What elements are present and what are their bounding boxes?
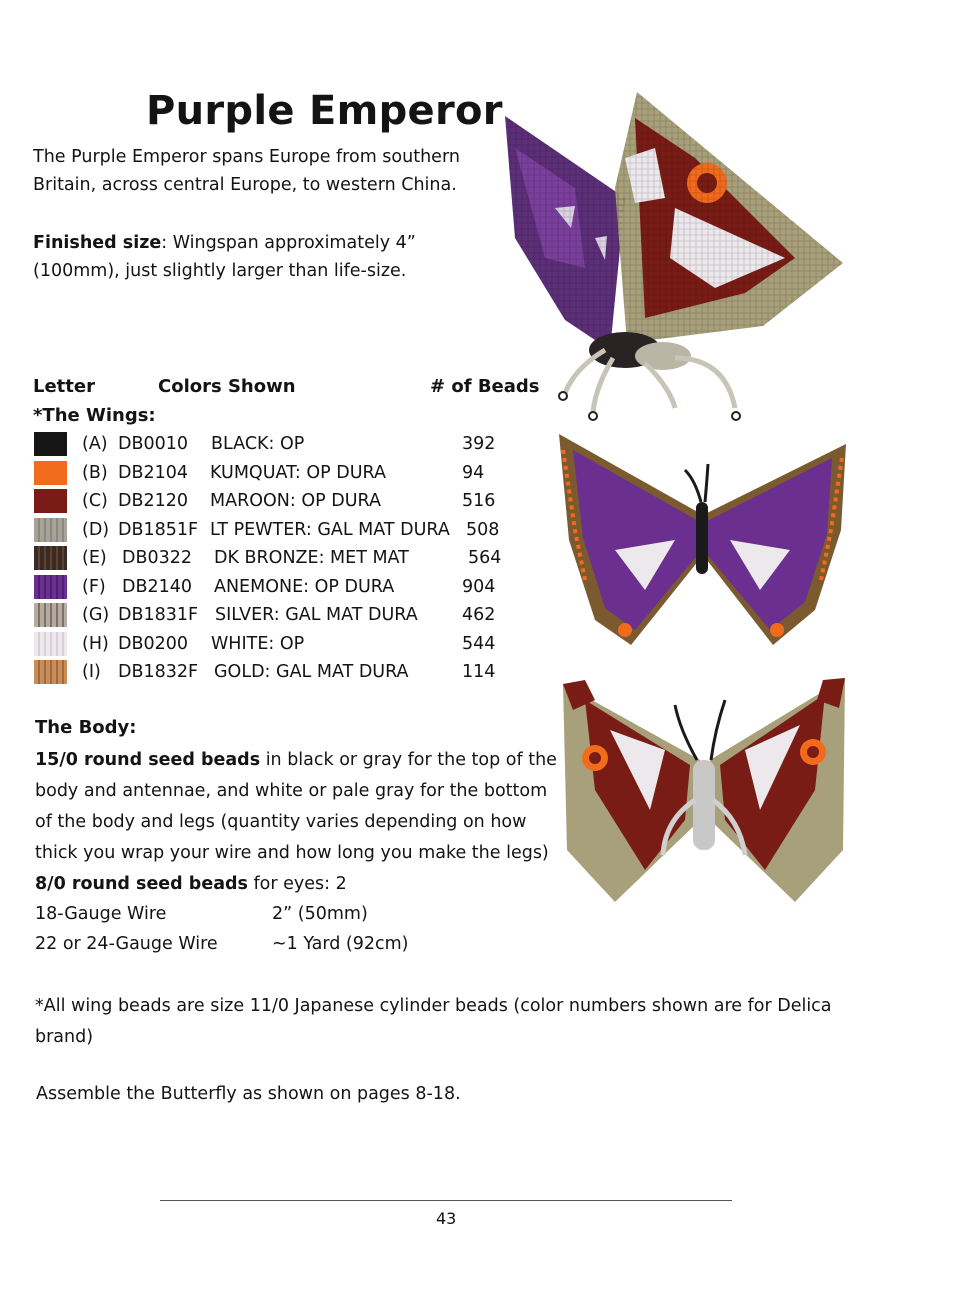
intro-paragraph: The Purple Emperor spans Europe from southern Britain, across central Europe, to western China. [33,147,460,195]
row-color: WHITE: OP [211,633,305,654]
finished-size-label: Finished size [33,233,162,253]
row-color: BLACK: OP [211,434,305,454]
row-color: GOLD: GAL MAT DURA [214,662,409,682]
row-code: DB1831F [118,605,199,625]
footer-divider [160,1200,732,1201]
wire-length: 2” (50mm) [272,904,368,924]
row-letter: (A) [82,434,108,454]
color-swatch [34,461,67,485]
finished-size-paragraph [33,229,503,285]
header-colors: Colors Shown [158,376,296,397]
page-title: Purple Emperor [146,88,503,134]
row-letter: (F) [82,576,106,597]
page-number: 43 [436,1209,457,1228]
row-count: 462 [462,605,496,625]
row-count: 94 [462,462,485,483]
row-letter: (C) [82,491,108,511]
row-count: 114 [462,662,496,682]
header-count: # of Beads [430,376,540,397]
row-letter: (I) [82,662,101,682]
row-code: DB0010 [118,434,189,454]
row-code: DB1851F [118,519,199,540]
row-code: DB1832F [118,662,199,682]
row-count: 564 [468,548,502,568]
butterfly-side-view-image [495,88,855,428]
row-color: ANEMONE: OP DURA [214,576,395,597]
wire-name: 22 or 24-Gauge Wire [35,934,218,954]
row-color: SILVER: GAL MAT DURA [215,605,418,625]
body-text-line [35,745,557,776]
row-code: DB2120 [118,491,189,511]
row-letter: (B) [82,462,108,483]
row-code: DB0200 [118,633,189,654]
row-letter: (E) [82,548,107,568]
color-swatch [34,489,67,513]
color-swatch [34,660,67,684]
beads8-text: for eyes: 2 [247,874,347,894]
wings-section-title: *The Wings: [33,405,156,426]
row-code: DB0322 [122,548,193,568]
wire-name: 18-Gauge Wire [35,904,167,924]
row-count: 392 [462,434,496,454]
header-letter: Letter [33,376,95,397]
beads15-text: in black or gray for the top of the [260,750,557,770]
body-text-line: thick you wrap your wire and how long you make the legs) [35,843,549,863]
body-text-line [35,869,347,900]
assemble-instruction: Assemble the Butterfly as shown on pages 8-18. [36,1084,461,1104]
color-swatch [34,575,67,599]
row-code: DB2104 [118,462,189,483]
beads8-label: 8/0 round seed beads [35,874,248,894]
beads15-label: 15/0 round seed beads [35,750,261,770]
butterfly-underside-image [555,670,853,910]
footnote: *All wing beads are size 11/0 Japanese cylinder beads (color numbers shown are for Delica brand) [35,996,832,1047]
wire-length: ~1 Yard (92cm) [272,934,409,954]
row-color: LT PEWTER: GAL MAT DURA [210,519,450,540]
color-swatch [34,632,67,656]
body-section-title: The Body: [35,717,137,738]
row-count: 516 [462,491,496,511]
row-count: 544 [462,633,496,654]
color-swatch [34,432,67,456]
color-swatch [34,546,67,570]
row-color: KUMQUAT: OP DURA [210,462,386,483]
row-letter: (G) [82,605,110,625]
row-color: MAROON: OP DURA [210,491,381,511]
color-swatch [34,518,67,542]
body-text-line: of the body and legs (quantity varies depending on how [35,812,527,832]
bead-table [0,430,540,690]
color-swatch [34,603,67,627]
butterfly-top-view-image [555,430,850,650]
finished-size-text: : Wingspan approximately 4” (100mm), just slightly larger than life-size. [33,233,416,281]
row-code: DB2140 [122,576,193,597]
row-count: 904 [462,576,496,597]
row-color: DK BRONZE: MET MAT [214,548,409,568]
row-letter: (H) [82,633,109,654]
row-count: 508 [466,519,500,540]
body-text-line: body and antennae, and white or pale gray for the bottom [35,781,548,801]
row-letter: (D) [82,519,110,540]
